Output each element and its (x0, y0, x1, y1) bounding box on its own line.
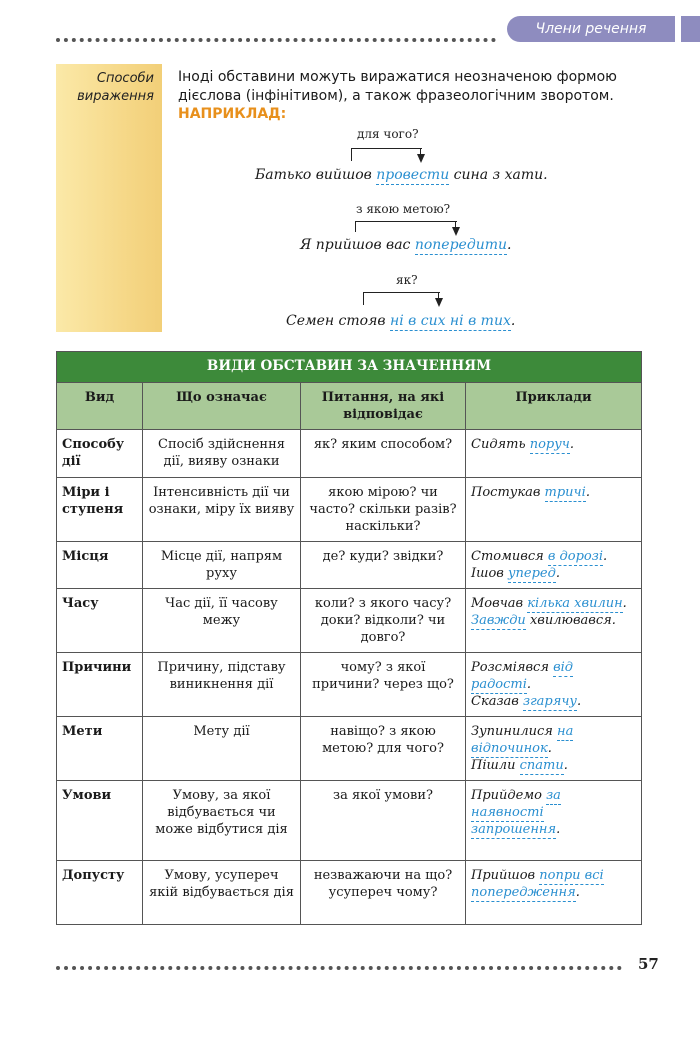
cell-examples (466, 430, 642, 478)
example-text: . (555, 566, 560, 581)
example-line (471, 565, 636, 582)
example-text: Стомився (471, 549, 548, 564)
cell-meaning: Спосіб здійснення дії, вияву ознаки (143, 430, 301, 478)
header-dotted-rule (56, 38, 496, 42)
question-bracket (351, 148, 422, 161)
cell-questions: коли? з якого часу? доки? відколи? чи довго? (301, 589, 466, 653)
cell-kind: Умови (57, 781, 143, 861)
example-before: Батько вийшов (255, 167, 377, 183)
example-before: Семен стояв (286, 313, 390, 329)
cell-kind: Міри і ступеня (57, 478, 143, 542)
example-text: Ішов (471, 566, 508, 581)
table-row (57, 542, 642, 589)
example-text: . (575, 885, 580, 900)
example-line (471, 612, 636, 629)
cell-questions: чому? з якої причини? через що? (301, 653, 466, 717)
cell-meaning: Причину, підставу виникнення дії (143, 653, 301, 717)
example-text: Постукав (471, 485, 545, 500)
example-highlight: в дорозі (547, 549, 604, 564)
table-row (57, 861, 642, 925)
table-row (57, 717, 642, 781)
side-label-line2: вираження (77, 89, 154, 104)
cell-kind: Часу (57, 589, 143, 653)
side-panel (56, 64, 162, 332)
header-questions: Питання, на які відповідає (301, 383, 466, 430)
example-after: . (510, 313, 516, 329)
side-label (77, 70, 154, 106)
cell-questions: де? куди? звідки? (301, 542, 466, 589)
circumstance-types-table (56, 351, 642, 925)
table-row (57, 430, 642, 478)
cell-questions: навіщо? з якою метою? для чого? (301, 717, 466, 781)
example-text: Сказав (471, 694, 523, 709)
example-line (471, 757, 636, 774)
cell-questions: незважаючи на що? усупереч чому? (301, 861, 466, 925)
example-text: . (526, 677, 532, 692)
example-text: Прийшов (471, 868, 540, 883)
example-line (471, 693, 636, 710)
cell-kind: Причини (57, 653, 143, 717)
cell-questions: як? яким способом? (301, 430, 466, 478)
example-highlight: попри всі попередження (471, 868, 604, 900)
example-text: . (603, 549, 608, 564)
example-highlight: провести (376, 167, 450, 183)
example-highlight: від радості (471, 660, 574, 692)
intro-text: Іноді обставини можуть виражатися неозначеною формою дієслова (інфінітивом), а також фразеологічним зворотом. (178, 69, 617, 104)
cell-examples (466, 781, 642, 861)
example-text: . (563, 758, 568, 773)
example-text: . (622, 596, 627, 611)
cell-examples (466, 478, 642, 542)
example-line (471, 659, 636, 693)
footer-dotted-rule (56, 966, 622, 970)
cell-examples (466, 717, 642, 781)
example-highlight: спати (519, 758, 564, 773)
chapter-tab (507, 16, 675, 42)
example-highlight: згарячу (523, 694, 577, 709)
example-line (471, 867, 636, 901)
page-number: 57 (638, 955, 659, 973)
table-header-row (57, 383, 642, 430)
cell-meaning: Інтенсивність дії чи ознаки, міру їх вияву (143, 478, 301, 542)
header-kind: Вид (57, 383, 143, 430)
header-examples: Приклади (466, 383, 642, 430)
example-after: сина з хати. (449, 167, 548, 183)
example-line (471, 484, 636, 501)
example-question: для чого? (357, 127, 419, 141)
example-before: Я прийшов вас (300, 237, 415, 253)
example-text: . (547, 741, 552, 756)
example-line (471, 548, 636, 565)
table-title: ВИДИ ОБСТАВИН ЗА ЗНАЧЕННЯМ (57, 352, 642, 383)
table-row (57, 589, 642, 653)
cell-meaning: Місце дії, напрям руху (143, 542, 301, 589)
example-highlight: ні в сих ні в тих (389, 313, 511, 329)
example-label: НАПРИКЛАД: (178, 106, 287, 122)
example-text: Сидять (471, 437, 530, 452)
cell-meaning: Час дії, її часову межу (143, 589, 301, 653)
example-text: . (585, 485, 590, 500)
example-question: з якою метою? (356, 202, 451, 216)
cell-meaning: Мету дії (143, 717, 301, 781)
cell-examples (466, 653, 642, 717)
side-label-line1: Способи (96, 71, 154, 86)
chapter-tab-edge (681, 16, 700, 42)
cell-kind: Способу дії (57, 430, 143, 478)
example-text: . (556, 822, 561, 837)
cell-examples (466, 542, 642, 589)
cell-meaning: Умову, усупереч якій відбувається дія (143, 861, 301, 925)
example-text: Розсміявся (471, 660, 554, 675)
example-text: хвилювався. (525, 613, 616, 628)
example-after: . (507, 237, 512, 253)
example-sentence (286, 313, 515, 329)
question-bracket (363, 292, 440, 305)
example-question: як? (396, 273, 418, 287)
example-highlight: на відпочинок (471, 724, 574, 756)
example-text: Зупинилися (471, 724, 557, 739)
chapter-title: Члени речення (535, 21, 647, 37)
example-sentence (300, 237, 511, 253)
cell-kind: Мети (57, 717, 143, 781)
example-line (471, 436, 636, 453)
example-text: Прийдемо (471, 788, 547, 803)
example-highlight: попередити (414, 237, 508, 253)
table-title-row (57, 352, 642, 383)
example-text: Пішли (471, 758, 520, 773)
question-arrow-head (452, 227, 460, 236)
cell-questions: якою мірою? чи часто? скільки разів? наскільки? (301, 478, 466, 542)
cell-questions: за якої умови? (301, 781, 466, 861)
cell-examples (466, 861, 642, 925)
example-text: . (576, 694, 582, 709)
table-row (57, 653, 642, 717)
example-text: Мовчав (471, 596, 528, 611)
example-highlight: тричі (544, 485, 586, 500)
table-row (57, 478, 642, 542)
table-row (57, 781, 642, 861)
example-line (471, 595, 636, 612)
cell-kind: Місця (57, 542, 143, 589)
example-highlight: Завжди (471, 613, 526, 628)
cell-examples (466, 589, 642, 653)
question-bracket (355, 221, 457, 232)
example-highlight: кілька хвилин (527, 596, 623, 611)
example-text: . (569, 437, 574, 452)
cell-kind: Допусту (57, 861, 143, 925)
cell-meaning: Умову, за якої відбувається чи може відбутися дія (143, 781, 301, 861)
example-highlight: за наявності запрошення (471, 788, 561, 837)
question-arrow-head (435, 298, 443, 307)
example-sentence (255, 167, 548, 183)
example-line (471, 787, 636, 838)
header-meaning: Що означає (143, 383, 301, 430)
example-line (471, 723, 636, 757)
example-highlight: поруч (529, 437, 570, 452)
question-arrow-head (417, 154, 425, 163)
example-highlight: уперед (507, 566, 556, 581)
